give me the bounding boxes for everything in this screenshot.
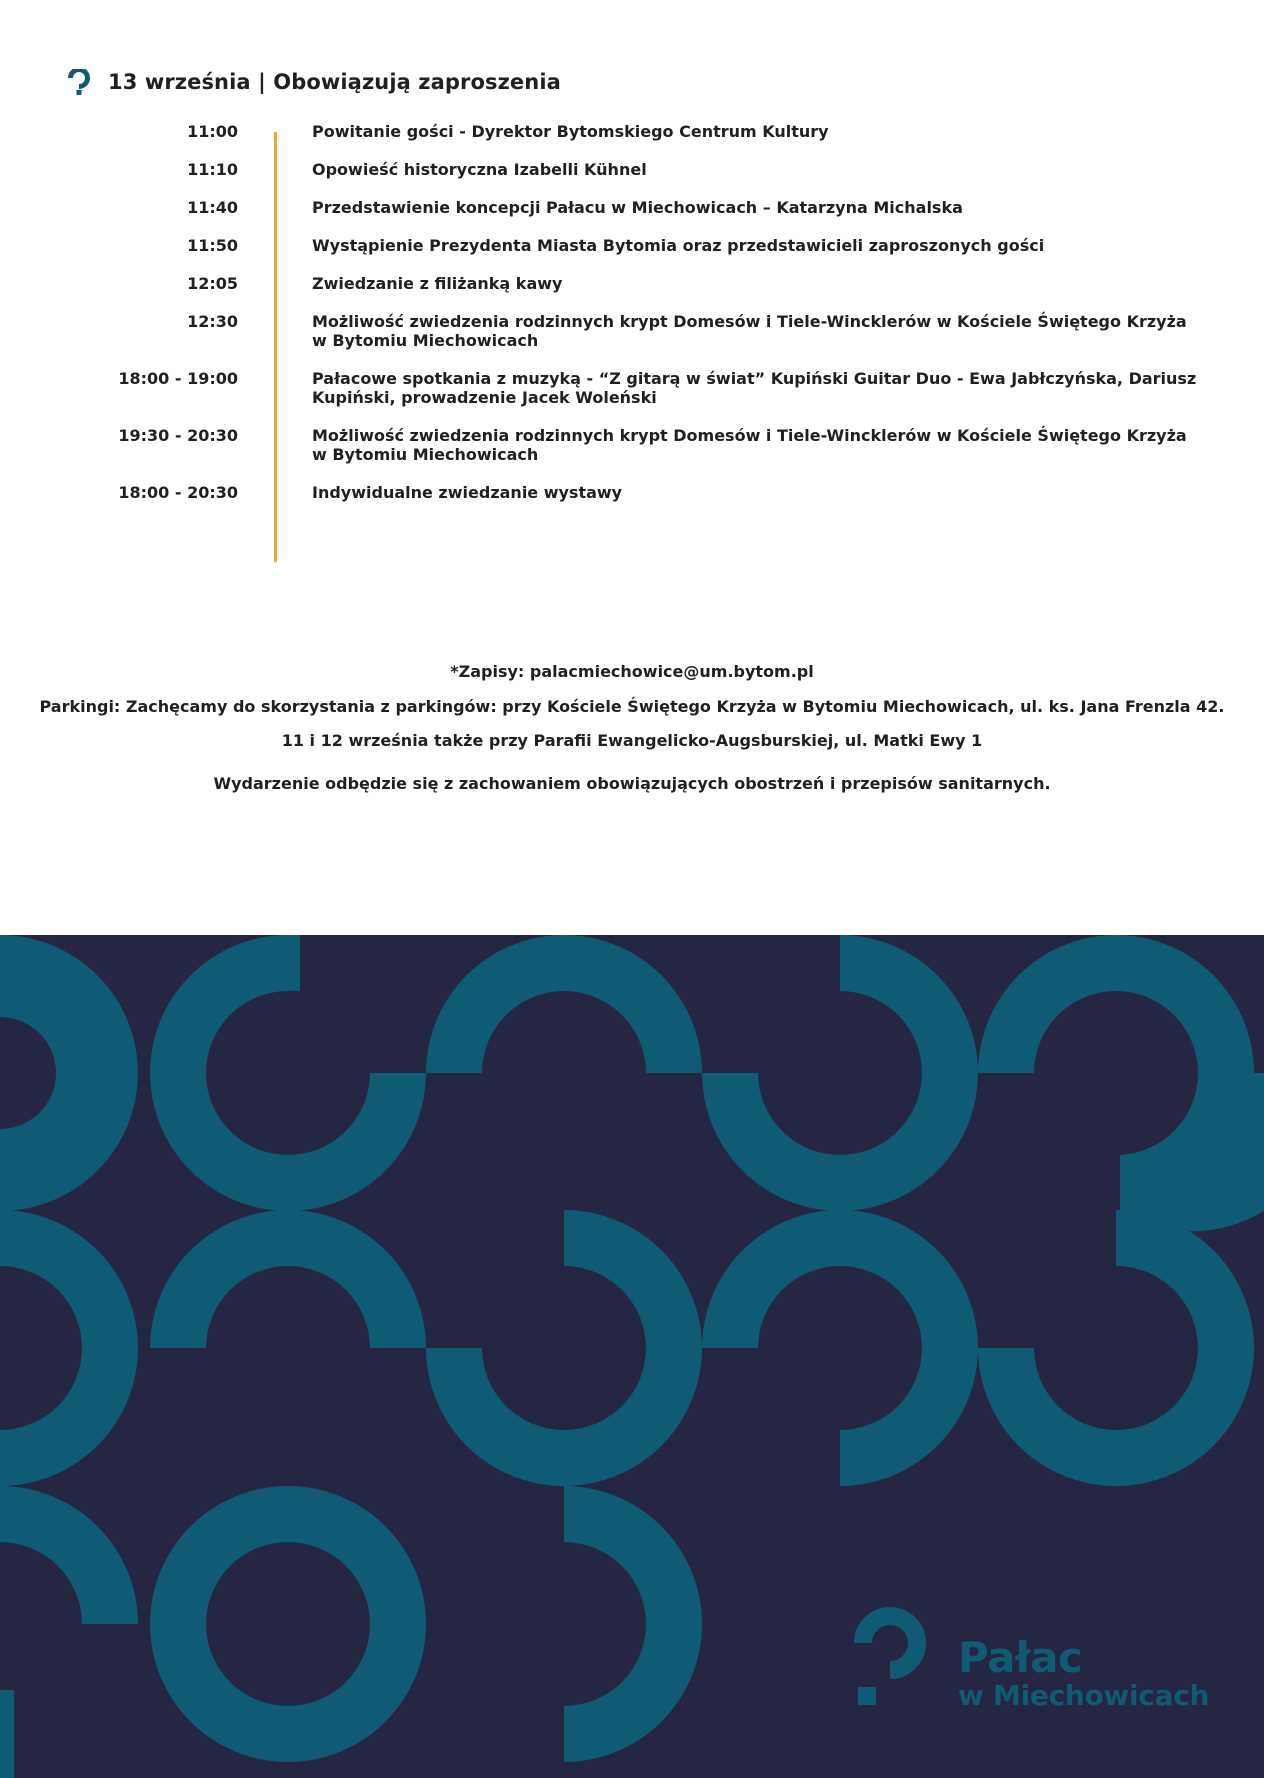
schedule-time: 11:40	[187, 198, 238, 217]
schedule-time: 11:00	[187, 122, 238, 141]
timeline-divider	[274, 132, 277, 562]
question-mark-icon	[68, 69, 90, 95]
section-title: 13 września | Obowiązują zaproszenia	[108, 70, 561, 94]
schedule-row	[0, 160, 1264, 179]
schedule	[0, 122, 1264, 521]
schedule-description: Zwiedzanie z filiżanką kawy	[312, 274, 563, 293]
schedule-description: Indywidualne zwiedzanie wystawy	[312, 483, 623, 502]
schedule-description: Przedstawienie koncepcji Pałacu w Miechowicach – Katarzyna Michalska	[312, 198, 963, 217]
schedule-row	[0, 369, 1264, 407]
schedule-time: 12:30	[187, 312, 238, 331]
schedule-row	[0, 426, 1264, 464]
schedule-row	[0, 274, 1264, 293]
schedule-row	[0, 122, 1264, 141]
schedule-row	[0, 198, 1264, 217]
logo-line-1: Pałac	[958, 1633, 1083, 1682]
schedule-description: Opowieść historyczna Izabelli Kühnel	[312, 160, 647, 179]
schedule-row	[0, 312, 1264, 350]
schedule-time: 18:00 - 19:00	[118, 369, 238, 388]
question-mark-logo-icon	[850, 1600, 930, 1710]
palace-logo	[850, 1600, 1210, 1710]
sanitary-note: Wydarzenie odbędzie się z zachowaniem obowiązujących obostrzeń i przepisów sanitarnych.	[213, 774, 1051, 793]
schedule-row	[0, 236, 1264, 255]
parking-note: Parkingi: Zachęcamy do skorzystania z parkingów: przy Kościele Świętego Krzyża w Bytomiu Miechowicach, ul. ks. Jana Frenzla 42.	[39, 697, 1225, 716]
registration-note: *Zapisy: palacmiechowice@um.bytom.pl	[450, 662, 814, 681]
logo-line-2: w Miechowicach	[958, 1679, 1210, 1712]
section-header	[68, 62, 561, 102]
logo-wordmark	[958, 1633, 1210, 1712]
schedule-description: Pałacowe spotkania z muzyką - “Z gitarą w świat” Kupiński Guitar Duo - Ewa Jabłczyńska, Dariusz Kupiński, prowadzenie Jacek Woleński	[312, 369, 1197, 407]
schedule-row	[0, 483, 1264, 502]
schedule-time: 12:05	[187, 274, 238, 293]
schedule-description: Możliwość zwiedzenia rodzinnych krypt Domesów i Tiele-Wincklerów w Kościele Świętego Krzyża w Bytomiu Miechowicach	[312, 426, 1187, 464]
schedule-description: Wystąpienie Prezydenta Miasta Bytomia oraz przedstawicieli zaproszonych gości	[312, 236, 1045, 255]
schedule-time: 18:00 - 20:30	[118, 483, 238, 502]
schedule-time: 11:50	[187, 236, 238, 255]
parking-extra-note: 11 i 12 września także przy Parafii Ewangelicko-Augsburskiej, ul. Matki Ewy 1	[281, 731, 983, 750]
schedule-description: Powitanie gości - Dyrektor Bytomskiego Centrum Kultury	[312, 122, 829, 141]
schedule-description: Możliwość zwiedzenia rodzinnych krypt Domesów i Tiele-Wincklerów w Kościele Świętego Krzyża w Bytomiu Miechowicach	[312, 312, 1187, 350]
schedule-time: 19:30 - 20:30	[118, 426, 238, 445]
schedule-time: 11:10	[187, 160, 238, 179]
event-notes	[0, 662, 1264, 793]
